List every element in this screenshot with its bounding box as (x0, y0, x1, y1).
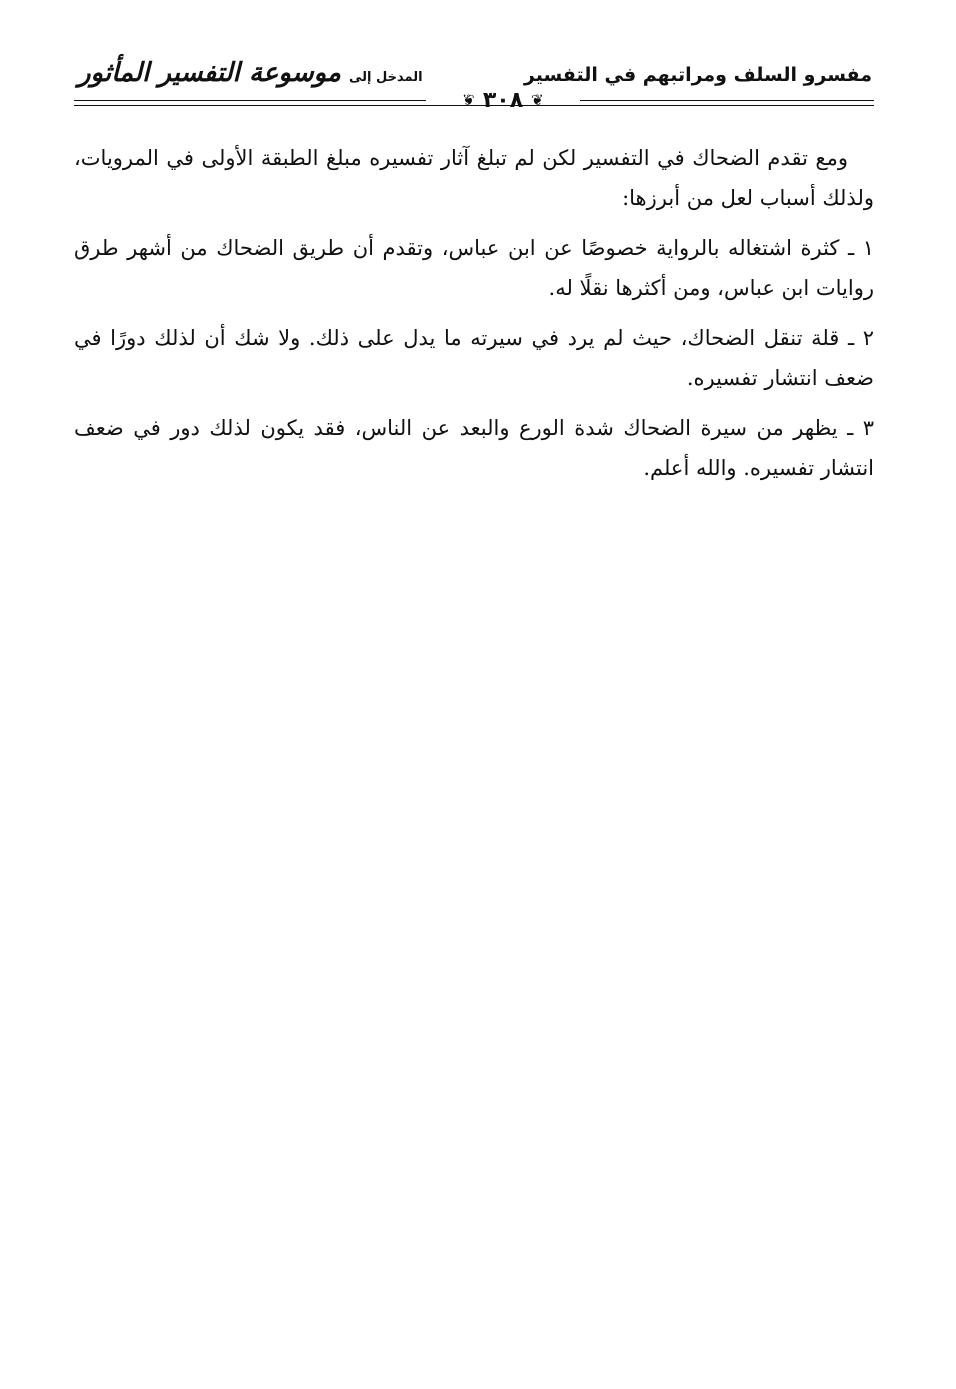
book-title-logo: موسوعة التفسير المأثور (78, 58, 341, 88)
list-item: ٣ ـ يظهر من سيرة الضحاك شدة الورع والبعد عن الناس، فقد يكون لذلك دور في ضعف انتشار تفسيره. والله أعلم. (74, 416, 874, 480)
page-number-block (428, 84, 578, 116)
body-text (74, 138, 874, 498)
list-item: ١ ـ كثرة اشتغاله بالرواية خصوصًا عن ابن عباس، وتقدم أن طريق الضحاك من أشهر طرق روايات ابن عباس، ومن أكثرها نقلًا له. (74, 236, 874, 300)
header-rule-left (74, 100, 426, 101)
book-title (78, 58, 423, 88)
book-title-prefix: المدخل إلى (348, 70, 423, 85)
list-item: ٢ ـ قلة تنقل الضحاك، حيث لم يرد في سيرته ما يدل على ذلك. ولا شك أن لذلك دورًا في ضعف انتشار تفسيره. (74, 326, 874, 390)
intro-paragraph: ومع تقدم الضحاك في التفسير لكن لم تبلغ آثار تفسيره مبلغ الطبقة الأولى في المرويات، ولذلك أسباب لعل من أبرزها: (74, 146, 874, 210)
ornament-icon: ❦ (462, 90, 475, 109)
header-rule-right (580, 100, 874, 101)
ornament-icon: ❦ (531, 90, 544, 109)
chapter-title: مفسرو السلف ومراتبهم في التفسير (523, 64, 872, 86)
page-number: ٣٠٨ (482, 87, 524, 113)
running-header (74, 58, 874, 118)
